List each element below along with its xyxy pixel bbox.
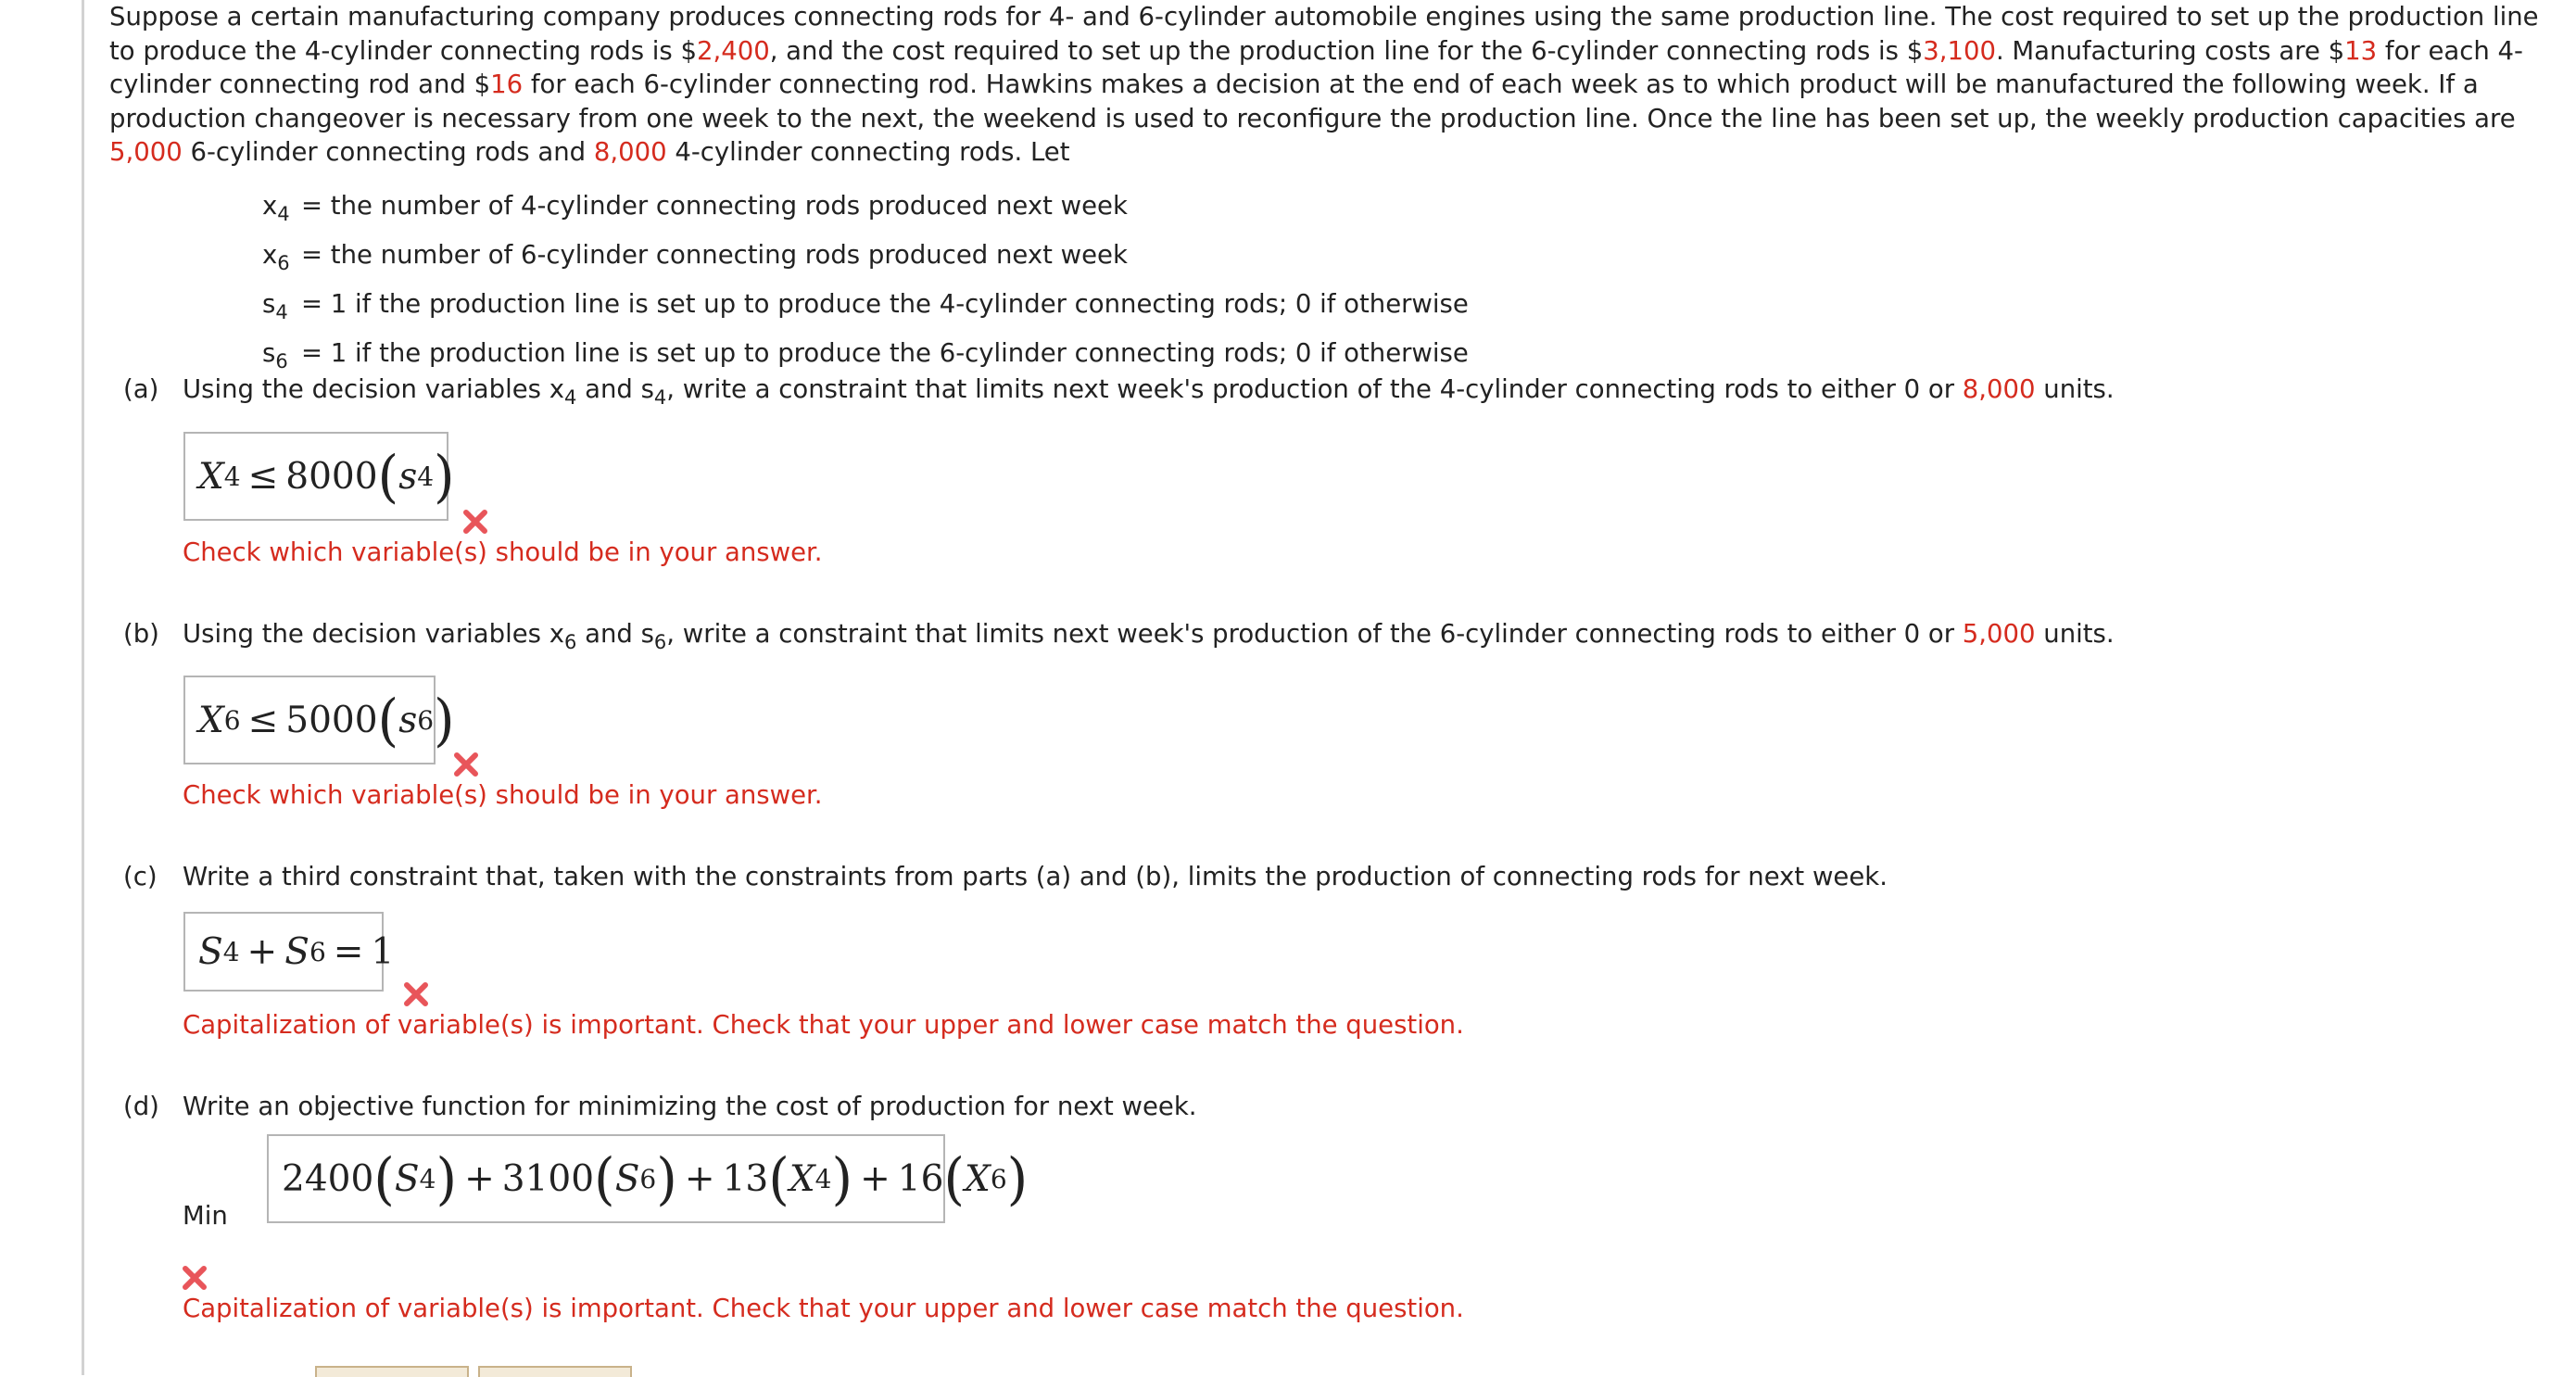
part-b-question: (b) Using the decision variables $x_6$ and $s_6$, write a constraint that limits next week's production of the 6-cylinder connecting rods to either 0 or 5,000 units.: [123, 619, 2115, 653]
action-button-2[interactable]: [478, 1366, 632, 1377]
part-b-answer-field[interactable]: X 6 ≤ 5000 ( s 6 ): [183, 676, 436, 764]
part-a-question: (a) Using the decision variables $x_4$ and $s_4$, write a constraint that limits next week's production of the 4-cylinder connecting rods to either 0 or 8,000 units.: [123, 374, 2115, 409]
setup-cost-4: 2,400: [696, 35, 770, 66]
variable-definitions: [262, 185, 1469, 382]
part-a-feedback: Check which variable(s) should be in your answer.: [183, 537, 823, 567]
mfg-cost-6: 16: [490, 69, 524, 99]
setup-cost-6: 3,100: [1923, 35, 1996, 66]
part-b-feedback: Check which variable(s) should be in your answer.: [183, 780, 823, 810]
part-b-capacity: 5,000: [1962, 619, 2036, 649]
part-c-feedback: Capitalization of variable(s) is important. Check that your upper and lower case match the question.: [183, 1010, 1464, 1040]
definition-s4: $s_4$ = 1 if the production line is set up to produce the 4-cylinder connecting rods; 0 if otherwise: [262, 289, 1469, 323]
part-d-answer-field[interactable]: 2400 ( S 4 ) + 3100 ( S 6 ) + 13 ( X 4 ) + 16 ( X 6 ): [267, 1134, 945, 1223]
part-d-question: (d) Write an objective function for minimizing the cost of production for next week.: [123, 1092, 1197, 1121]
part-c-question: (c) Write a third constraint that, taken with the constraints from parts (a) and (b), limits the production of connecting rods for next week.: [123, 862, 1888, 891]
mfg-cost-4: 13: [2344, 35, 2378, 66]
incorrect-x-icon: [181, 1264, 208, 1292]
capacity-4: 8,000: [593, 137, 667, 167]
left-border-line: [82, 0, 84, 1375]
min-label: Min: [183, 1201, 228, 1231]
part-c-answer-field[interactable]: S 4 + S 6 = 1: [183, 912, 384, 992]
definition-x4: $x_4$ = the number of 4-cylinder connecting rods produced next week: [262, 191, 1128, 225]
incorrect-x-icon: [461, 508, 489, 536]
part-a-answer-field[interactable]: X 4 ≤ 8000 ( s 4 ): [183, 432, 448, 521]
part-d-feedback: Capitalization of variable(s) is important. Check that your upper and lower case match the question.: [183, 1294, 1464, 1323]
definition-s6: $s_6$ = 1 if the production line is set up to produce the 6-cylinder connecting rods; 0 if otherwise: [262, 338, 1469, 373]
action-button-1[interactable]: [315, 1366, 469, 1377]
definition-x6: $x_6$ = the number of 6-cylinder connecting rods produced next week: [262, 240, 1128, 274]
incorrect-x-icon: [452, 751, 480, 778]
part-a-capacity: 8,000: [1962, 374, 2036, 404]
capacity-6: 5,000: [109, 137, 183, 167]
question-content: [109, 0, 2556, 170]
incorrect-x-icon: [402, 980, 430, 1008]
problem-intro: Suppose a certain manufacturing company produces connecting rods for 4- and 6-cylinder automobile engines using the same production line. The cost required to set up the production line to produce the 4-cylinder connecting rods is $2,400, and the cost required to set up the production line for the 6-cylinder connecting rods is $3,100. Manufacturing costs are $13 for each 4-cylinder connecting rod and $16 for each 6-cylinder connecting rod. Hawkins makes a decision at the end of each week as to which product will be manufactured the following week. If a production changeover is necessary from one week to the next, the weekend is used to reconfigure the production line. Once the line has been set up, the weekly production capacities are 5,000 6-cylinder connecting rods and 8,000 4-cylinder connecting rods. Let: [109, 2, 2539, 167]
